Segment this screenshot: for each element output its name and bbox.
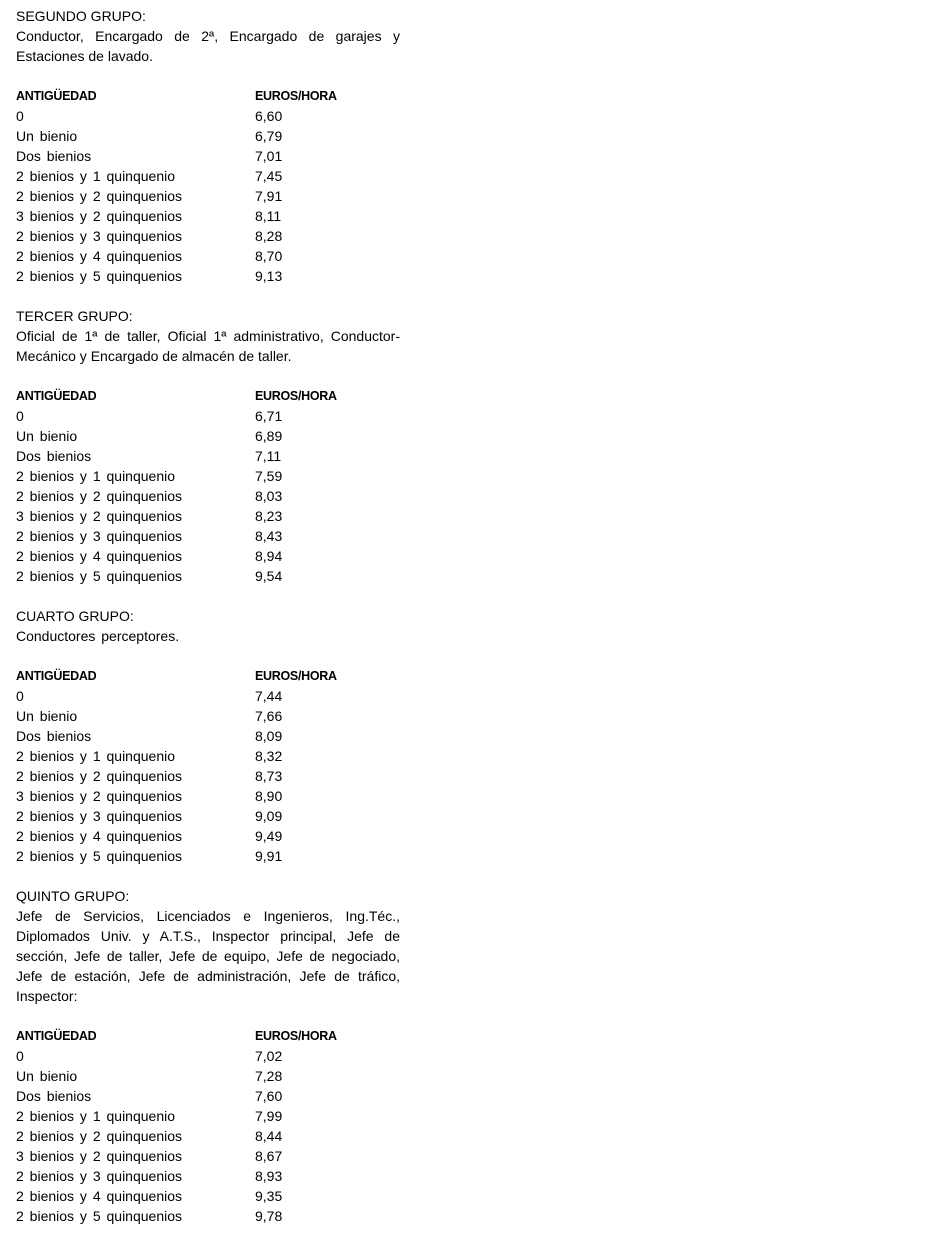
group-tercer — [16, 306, 400, 586]
group-description-line: Estaciones de lavado. — [16, 48, 153, 64]
table-row — [16, 106, 400, 126]
table-row — [16, 706, 400, 726]
euros-cell: 6,60 — [255, 108, 283, 124]
table-row — [16, 826, 400, 846]
table-header — [16, 666, 400, 686]
antiguedad-cell: 2 bienios y 3 quinquenios — [16, 1168, 183, 1184]
antiguedad-cell: Dos bienios — [16, 148, 92, 164]
antiguedad-cell: 2 bienios y 4 quinquenios — [16, 828, 183, 844]
antiguedad-cell: 2 bienios y 2 quinquenios — [16, 188, 183, 204]
euros-cell: 6,71 — [255, 408, 283, 424]
euros-cell: 7,59 — [255, 468, 283, 484]
antiguedad-cell: Dos bienios — [16, 728, 92, 744]
euros-cell: 8,67 — [255, 1148, 283, 1164]
antiguedad-cell: 2 bienios y 2 quinquenios — [16, 488, 183, 504]
euros-cell: 7,91 — [255, 188, 283, 204]
group-title: CUARTO GRUPO: — [16, 608, 134, 624]
euros-cell: 7,66 — [255, 708, 283, 724]
header-antiguedad: ANTIGÜEDAD — [16, 1029, 97, 1043]
antiguedad-cell: 2 bienios y 5 quinquenios — [16, 568, 183, 584]
antiguedad-cell: 2 bienios y 5 quinquenios — [16, 1208, 183, 1224]
antiguedad-cell: 2 bienios y 1 quinquenio — [16, 168, 176, 184]
table-row — [16, 426, 400, 446]
euros-cell: 9,54 — [255, 568, 283, 584]
euros-cell: 8,32 — [255, 748, 283, 764]
euros-cell: 8,90 — [255, 788, 283, 804]
antiguedad-cell: Dos bienios — [16, 1088, 92, 1104]
euros-cell: 8,44 — [255, 1128, 283, 1144]
table-row — [16, 1126, 400, 1146]
euros-cell: 9,35 — [255, 1188, 283, 1204]
group-description-line: Jefe de Servicios, Licenciados e Ingenieros, Ing.Téc., — [16, 908, 400, 924]
antiguedad-cell: 3 bienios y 2 quinquenios — [16, 208, 183, 224]
group-title: SEGUNDO GRUPO: — [16, 8, 146, 24]
antiguedad-cell: 0 — [16, 1048, 24, 1064]
header-antiguedad: ANTIGÜEDAD — [16, 669, 97, 683]
antiguedad-cell: 2 bienios y 4 quinquenios — [16, 1188, 183, 1204]
table-row — [16, 1206, 400, 1226]
antiguedad-cell: 2 bienios y 3 quinquenios — [16, 528, 183, 544]
table-row — [16, 546, 400, 566]
group-description-line: Jefe de estación, Jefe de administración, Jefe de tráfico, — [16, 968, 400, 984]
euros-cell: 7,28 — [255, 1068, 283, 1084]
table-row — [16, 446, 400, 466]
antiguedad-cell: Un bienio — [16, 428, 78, 444]
euros-cell: 7,01 — [255, 148, 283, 164]
group-description-line: Conductor, Encargado de 2ª, Encargado de garajes y — [16, 28, 400, 44]
group-description-line: Conductores perceptores. — [16, 628, 180, 644]
antiguedad-cell: Un bienio — [16, 128, 78, 144]
table-row — [16, 126, 400, 146]
euros-cell: 8,09 — [255, 728, 283, 744]
euros-cell: 6,79 — [255, 128, 283, 144]
euros-cell: 8,28 — [255, 228, 283, 244]
table-header — [16, 86, 400, 106]
euros-cell: 8,11 — [255, 208, 282, 224]
antiguedad-cell: 2 bienios y 2 quinquenios — [16, 768, 183, 784]
euros-cell: 8,93 — [255, 1168, 283, 1184]
euros-cell: 8,94 — [255, 548, 283, 564]
group-description-line: sección, Jefe de taller, Jefe de equipo, Jefe de negociado, — [16, 948, 400, 964]
antiguedad-cell: 3 bienios y 2 quinquenios — [16, 1148, 183, 1164]
euros-cell: 7,99 — [255, 1108, 283, 1124]
antiguedad-cell: 2 bienios y 3 quinquenios — [16, 228, 183, 244]
table-row — [16, 146, 400, 166]
table-row — [16, 746, 400, 766]
table-row — [16, 166, 400, 186]
header-euros-hora: EUROS/HORA — [255, 89, 337, 103]
antiguedad-cell: 2 bienios y 1 quinquenio — [16, 1108, 176, 1124]
antiguedad-cell: Un bienio — [16, 708, 78, 724]
euros-cell: 6,89 — [255, 428, 283, 444]
euros-cell: 9,91 — [255, 848, 283, 864]
header-antiguedad: ANTIGÜEDAD — [16, 389, 97, 403]
group-description-line: Diplomados Univ. y A.T.S., Inspector principal, Jefe de — [16, 928, 400, 944]
euros-cell: 8,70 — [255, 248, 283, 264]
table-row — [16, 526, 400, 546]
euros-cell: 7,45 — [255, 168, 283, 184]
euros-cell: 9,09 — [255, 808, 283, 824]
antiguedad-cell: 2 bienios y 3 quinquenios — [16, 808, 183, 824]
table-header — [16, 386, 400, 406]
antiguedad-cell: 0 — [16, 108, 24, 124]
group-cuarto — [16, 606, 400, 866]
header-antiguedad: ANTIGÜEDAD — [16, 89, 97, 103]
table-row — [16, 766, 400, 786]
table-row — [16, 186, 400, 206]
table-row — [16, 1106, 400, 1126]
table-row — [16, 246, 400, 266]
euros-cell: 8,23 — [255, 508, 283, 524]
table-row — [16, 1186, 400, 1206]
euros-cell: 7,11 — [255, 448, 282, 464]
table-row — [16, 406, 400, 426]
euros-cell: 9,78 — [255, 1208, 283, 1224]
table-row — [16, 486, 400, 506]
header-euros-hora: EUROS/HORA — [255, 669, 337, 683]
antiguedad-cell: Dos bienios — [16, 448, 92, 464]
euros-cell: 7,60 — [255, 1088, 283, 1104]
table-row — [16, 686, 400, 706]
antiguedad-cell: 3 bienios y 2 quinquenios — [16, 788, 183, 804]
group-segundo — [16, 6, 400, 286]
euros-cell: 9,49 — [255, 828, 283, 844]
euros-cell: 7,02 — [255, 1048, 283, 1064]
table-row — [16, 266, 400, 286]
header-euros-hora: EUROS/HORA — [255, 1029, 337, 1043]
header-euros-hora: EUROS/HORA — [255, 389, 337, 403]
antiguedad-cell: Un bienio — [16, 1068, 78, 1084]
table-row — [16, 726, 400, 746]
table-row — [16, 566, 400, 586]
antiguedad-cell: 2 bienios y 5 quinquenios — [16, 268, 183, 284]
group-description-line: Mecánico y Encargado de almacén de taller. — [16, 348, 292, 364]
antiguedad-cell: 2 bienios y 4 quinquenios — [16, 548, 183, 564]
antiguedad-cell: 2 bienios y 1 quinquenio — [16, 468, 176, 484]
table-row — [16, 206, 400, 226]
table-row — [16, 1066, 400, 1086]
antiguedad-cell: 3 bienios y 2 quinquenios — [16, 508, 183, 524]
table-row — [16, 806, 400, 826]
antiguedad-cell: 2 bienios y 1 quinquenio — [16, 748, 176, 764]
euros-cell: 9,13 — [255, 268, 283, 284]
table-row — [16, 1166, 400, 1186]
table-row — [16, 226, 400, 246]
group-description-line: Inspector: — [16, 988, 78, 1004]
group-title: QUINTO GRUPO: — [16, 888, 130, 904]
table-row — [16, 846, 400, 866]
group-title: TERCER GRUPO: — [16, 308, 133, 324]
table-row — [16, 1146, 400, 1166]
euros-cell: 7,44 — [255, 688, 283, 704]
group-description-line: Oficial de 1ª de taller, Oficial 1ª administrativo, Conductor- — [16, 328, 400, 344]
group-quinto — [16, 886, 400, 1226]
euros-cell: 8,43 — [255, 528, 283, 544]
table-row — [16, 786, 400, 806]
table-row — [16, 1086, 400, 1106]
euros-cell: 8,03 — [255, 488, 283, 504]
antiguedad-cell: 2 bienios y 5 quinquenios — [16, 848, 183, 864]
antiguedad-cell: 2 bienios y 4 quinquenios — [16, 248, 183, 264]
table-header — [16, 1026, 400, 1046]
table-row — [16, 506, 400, 526]
euros-cell: 8,73 — [255, 768, 283, 784]
table-row — [16, 1046, 400, 1066]
antiguedad-cell: 0 — [16, 688, 24, 704]
antiguedad-cell: 0 — [16, 408, 24, 424]
table-row — [16, 466, 400, 486]
antiguedad-cell: 2 bienios y 2 quinquenios — [16, 1128, 183, 1144]
